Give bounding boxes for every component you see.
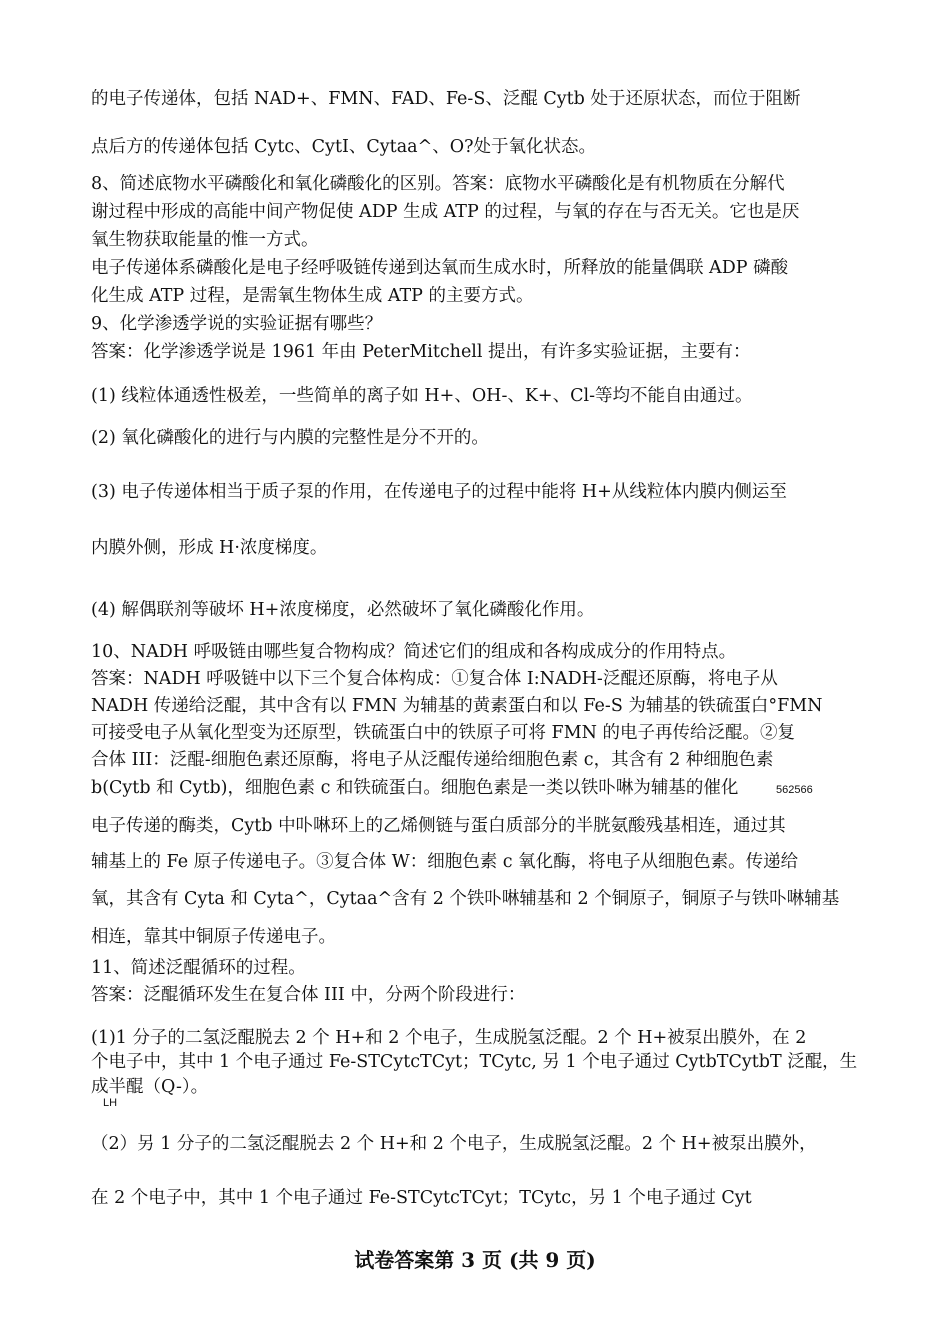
- question-heading: 11、简述泛醌循环的过程。: [91, 958, 306, 978]
- list-item: （2）另 1 分子的二氢泛醌脱去 2 个 H+和 2 个电子，生成脱氢泛醌。2 个 H+被泵出膜外，: [91, 1134, 817, 1154]
- list-item: (2) 氧化磷酸化的进行与内膜的完整性是分不开的。: [91, 428, 489, 448]
- text-line: 电子传递体系磷酸化是电子经呼吸链传递到达氧而生成水时，所释放的能量偶联 ADP 磷酸: [91, 258, 789, 278]
- text-line: 成半醌（Q-）。: [91, 1077, 209, 1097]
- list-item: (1)1 分子的二氢泛醌脱去 2 个 H+和 2 个电子，生成脱氢泛醌。2 个 H+被泵出膜外，在 2: [91, 1028, 807, 1048]
- text-line: 谢过程中形成的高能中间产物促使 ADP 生成 ATP 的过程，与氧的存在与否无关。它也是厌: [91, 202, 800, 222]
- text-line: NADH 传递给泛醌，其中含有以 FMN 为辅基的黄素蛋白和以 Fe-S 为辅基的铁硫蛋白°FMN: [91, 696, 823, 716]
- list-item: (4) 解偶联剂等破坏 H+浓度梯度，必然破坏了氧化磷酸化作用。: [91, 600, 595, 620]
- text-line: 个电子中，其中 1 个电子通过 Fe-STCytcTCyt；TCytc, 另 1 个电子通过 CytbTCytbT 泛醌，生: [91, 1052, 858, 1072]
- text-line: 答案：泛醌循环发生在复合体 III 中，分两个阶段进行：: [91, 985, 526, 1005]
- text-line: 氧生物获取能量的惟一方式。: [91, 230, 319, 250]
- text-line: 化生成 ATP 过程，是需氧生物体生成 ATP 的主要方式。: [91, 286, 534, 306]
- text-line: 可接受电子从氧化型变为还原型，铁硫蛋白中的铁原子可将 FMN 的电子再传给泛醌。②复: [91, 723, 795, 743]
- question-heading: 9、化学渗透学说的实验证据有哪些？: [91, 314, 383, 334]
- text-line: 在 2 个电子中，其中 1 个电子通过 Fe-STCytcTCyt；TCytc，另 1 个电子通过 Cyt: [91, 1188, 752, 1208]
- list-item: (3) 电子传递体相当于质子泵的作用，在传递电子的过程中能将 H+从线粒体内膜内侧运至: [91, 482, 787, 502]
- list-item: (1) 线粒体通透性极差，一些简单的离子如 H+、OH-、K+、Cl-等均不能自由通过。: [91, 386, 753, 406]
- question-heading: 10、NADH 呼吸链由哪些复合物构成？简述它们的组成和各构成成分的作用特点。: [91, 642, 737, 662]
- text-line: 内膜外侧，形成 H·浓度梯度。: [91, 538, 328, 558]
- inline-note: 562566: [776, 784, 813, 796]
- text-line: 合体 III：泛醌-细胞色素还原酶，将电子从泛醌传递给细胞色素 c，其含有 2 种细胞色素: [91, 750, 774, 770]
- page-footer: 试卷答案第 3 页 (共 9 页): [354, 1248, 596, 1272]
- text-line: b(Cytb 和 Cytb)，细胞色素 c 和铁硫蛋白。细胞色素是一类以铁卟啉为辅基的催化: [91, 778, 739, 798]
- text-line: 答案：化学渗透学说是 1961 年由 PeterMitchell 提出，有许多实验证据，主要有：: [91, 342, 751, 362]
- text-line: 点后方的传递体包括 Cytc、CytI、Cytaa^、O?处于氧化状态。: [91, 137, 596, 157]
- text-line: 8、简述底物水平磷酸化和氧化磷酸化的区别。答案：底物水平磷酸化是有机物质在分解代: [91, 174, 785, 194]
- text-line: 电子传递的酶类，Cytb 中卟啉环上的乙烯侧链与蛋白质部分的半胱氨酸残基相连，通过其: [91, 816, 786, 836]
- text-line: 相连，靠其中铜原子传递电子。: [91, 927, 336, 947]
- text-line: 氧，其含有 Cyta 和 Cyta^，Cytaa^含有 2 个铁卟啉辅基和 2 个铜原子，铜原子与铁卟啉辅基: [91, 889, 840, 909]
- text-line: 答案：NADH 呼吸链中以下三个复合体构成：①复合体 I:NADH-泛醌还原酶，将电子从: [91, 669, 778, 689]
- text-line: 的电子传递体，包括 NAD+、FMN、FAD、Fe-S、泛醌 Cytb 处于还原状态，而位于阻断: [91, 89, 801, 109]
- text-line: 辅基上的 Fe 原子传递电子。③复合体 W：细胞色素 c 氧化酶，将电子从细胞色素。传递给: [91, 852, 799, 872]
- subscript-note: LH: [103, 1097, 118, 1109]
